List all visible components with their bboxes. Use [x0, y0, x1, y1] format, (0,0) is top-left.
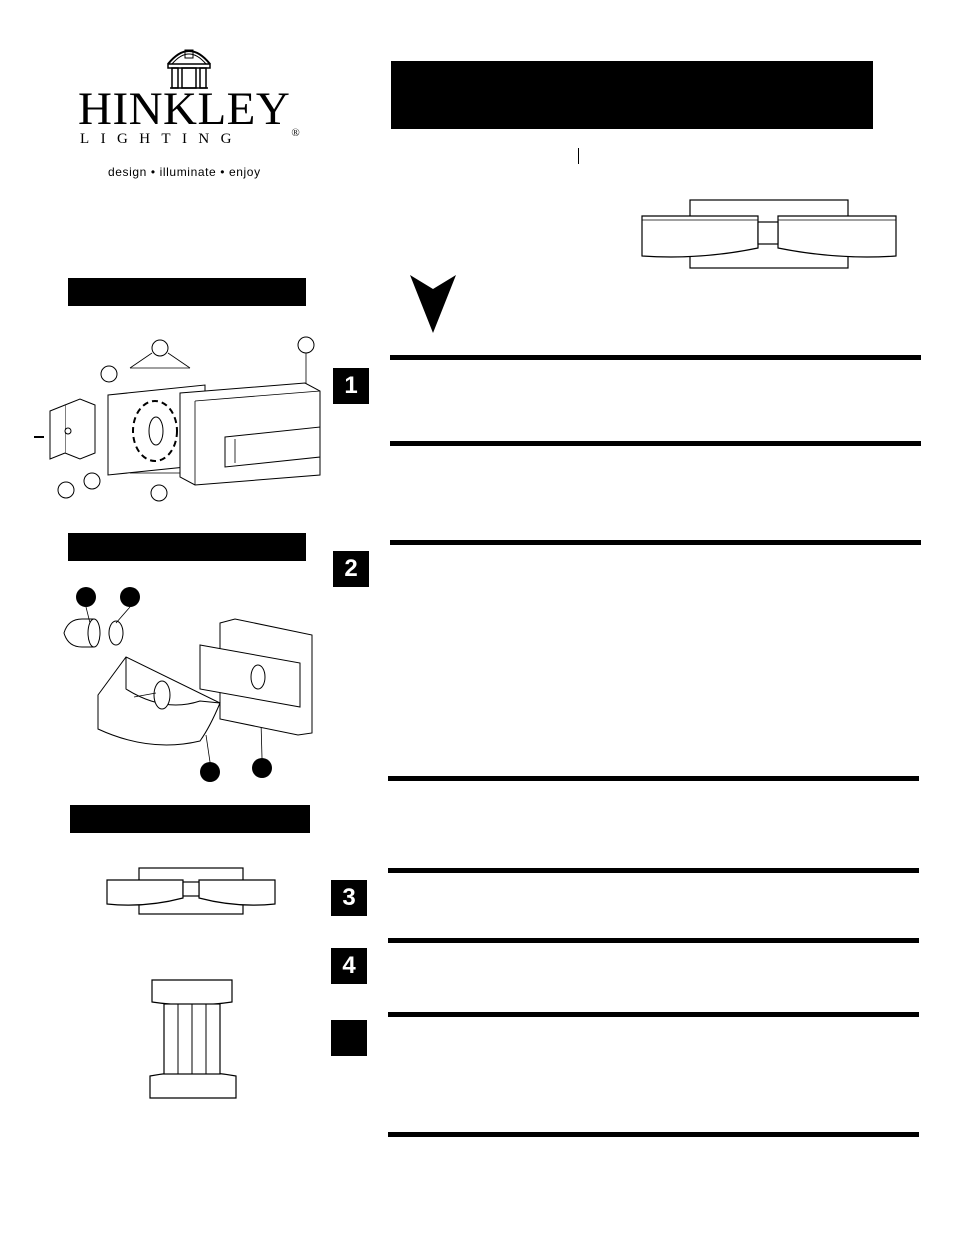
brand-name: HINKLEY: [78, 83, 291, 135]
arrow-down-icon: [410, 275, 456, 333]
header-divider: [578, 148, 579, 164]
brand-sub: LIGHTING: [80, 131, 243, 147]
rule-3: [390, 540, 921, 545]
step-badge-4: 4: [331, 948, 367, 984]
rule-8: [388, 1132, 919, 1137]
fixture-horizontal-illustration: [105, 866, 277, 916]
rule-4: [388, 776, 919, 781]
mounting-diagram-illustration: [30, 335, 330, 510]
fixture-front-view-illustration: [640, 198, 900, 270]
step-badge-2: 2: [333, 551, 369, 587]
step-badge-3: 3: [331, 880, 367, 916]
section-bar-3: [70, 805, 310, 833]
step-badge-5: [331, 1020, 367, 1056]
rule-2: [390, 441, 921, 446]
fixture-vertical-illustration: [148, 978, 238, 1102]
registered-mark: ®: [291, 127, 301, 139]
rule-5: [388, 868, 919, 873]
shade-assembly-illustration: [60, 585, 320, 785]
rule-6: [388, 938, 919, 943]
title-bar: [391, 61, 873, 129]
section-bar-2: [68, 533, 306, 561]
rule-1: [390, 355, 921, 360]
step-badge-1: 1: [333, 368, 369, 404]
rule-7: [388, 1012, 919, 1017]
brand-tagline: design • illuminate • enjoy: [108, 165, 261, 179]
section-bar-1: [68, 278, 306, 306]
